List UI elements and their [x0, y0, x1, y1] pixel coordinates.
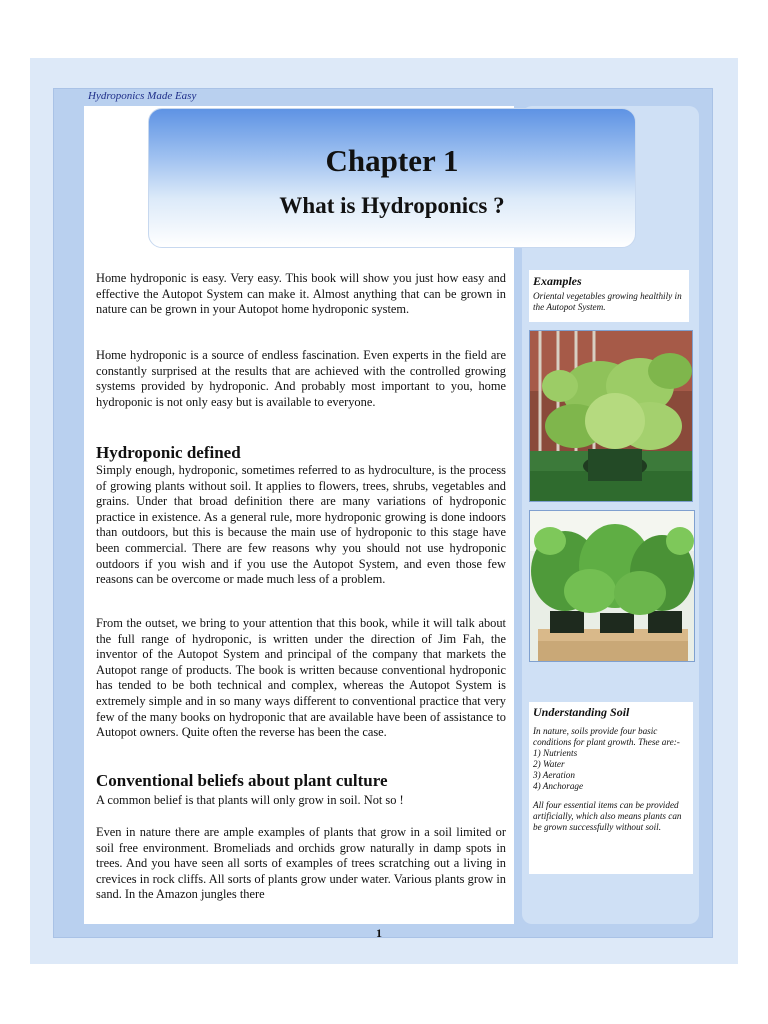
- examples-caption: Oriental vegetables growing healthily in the Autopot System.: [533, 291, 682, 312]
- soil-intro: In nature, soils provide four basic conditions for plant growth. These are:-: [533, 726, 680, 747]
- running-header: Hydroponics Made Easy: [88, 90, 197, 102]
- chapter-title: What is Hydroponics ?: [279, 193, 505, 218]
- soil-item: 1) Nutrients: [533, 748, 578, 758]
- soil-item: 4) Anchorage: [533, 781, 584, 791]
- intro-paragraph-1: Home hydroponic is easy. Very easy. This book will show you just how easy and effective the Autopot System can make it. Almost anything that can be grown in nature can be grown in your Autopot home hydroponic system.: [96, 271, 506, 317]
- section-heading-conventional-beliefs: Conventional beliefs about plant culture: [96, 771, 388, 790]
- chapter-number: Chapter 1: [325, 143, 459, 178]
- examples-caption-box: [529, 270, 689, 322]
- soil-title: Understanding Soil: [533, 705, 630, 719]
- vegetable-photo-2: [529, 510, 695, 662]
- beliefs-paragraph-1: A common belief is that plants will only grow in soil. Not so !: [96, 793, 404, 807]
- soil-info-box: [529, 702, 693, 874]
- soil-item: 3) Aeration: [533, 770, 575, 780]
- section-heading-hydroponic-defined: Hydroponic defined: [96, 443, 241, 462]
- page-number: 1: [376, 926, 382, 940]
- examples-title: Examples: [533, 274, 582, 288]
- intro-paragraph-2: Home hydroponic is a source of endless fascination. Even experts in the field are constantly surprised at the results that are achieved with the controlled growing systems provided by hydroponic. And probably most important to you, home hydroponic is not only easy but is available to everyone.: [96, 348, 506, 409]
- soil-item: 2) Water: [533, 759, 565, 769]
- beliefs-paragraph-2: Even in nature there are ample examples of plants that grow in a soil limited or soil free environment. Bromeliads and orchids grow naturally in damp spots in trees. And you have seen all sorts of examples of trees scratching out a living in crevices in rock cliffs. All sorts of plants grow under water. Various plants grow in sand. In the Amazon jungles there: [96, 825, 506, 902]
- defined-paragraph-2: From the outset, we bring to your attention that this book, while it will talk about the full range of hydroponic, is written under the direction of Jim Fah, the inventor of the Autopot System and principal of the company that markets the Autopot range of products. The book is written because conventional hydroponic has tended to be both technical and complex, whereas the Autopot System is extremely simple and in so many ways different to conventional practice that very few of the many books on hydroponic that are available have been of assistance to Autopot owners. Quite often the reverse has been the case.: [96, 616, 506, 740]
- chapter-banner: [148, 108, 636, 248]
- vegetable-photo-1: [529, 330, 693, 502]
- defined-paragraph-1: Simply enough, hydroponic, sometimes referred to as hydroculture, is the process of growing plants without soil. It applies to flowers, trees, shrubs, vegetables and grains. Under that broad definition there are many variations of hydroponic practice in existence. As a general rule, more hydroponic growing is done indoors than outdoors, but this is because the main use of hydroponic to this stage have been commercial. There are few reasons why you should not use hydroponic outdoors if you wish and if you use the Autopot System, and even those few reasons can be overcome or made much less of a problem.: [96, 463, 506, 587]
- soil-note: All four essential items can be provided artificially, which also means plants can be grown successfully without soil.: [533, 800, 682, 832]
